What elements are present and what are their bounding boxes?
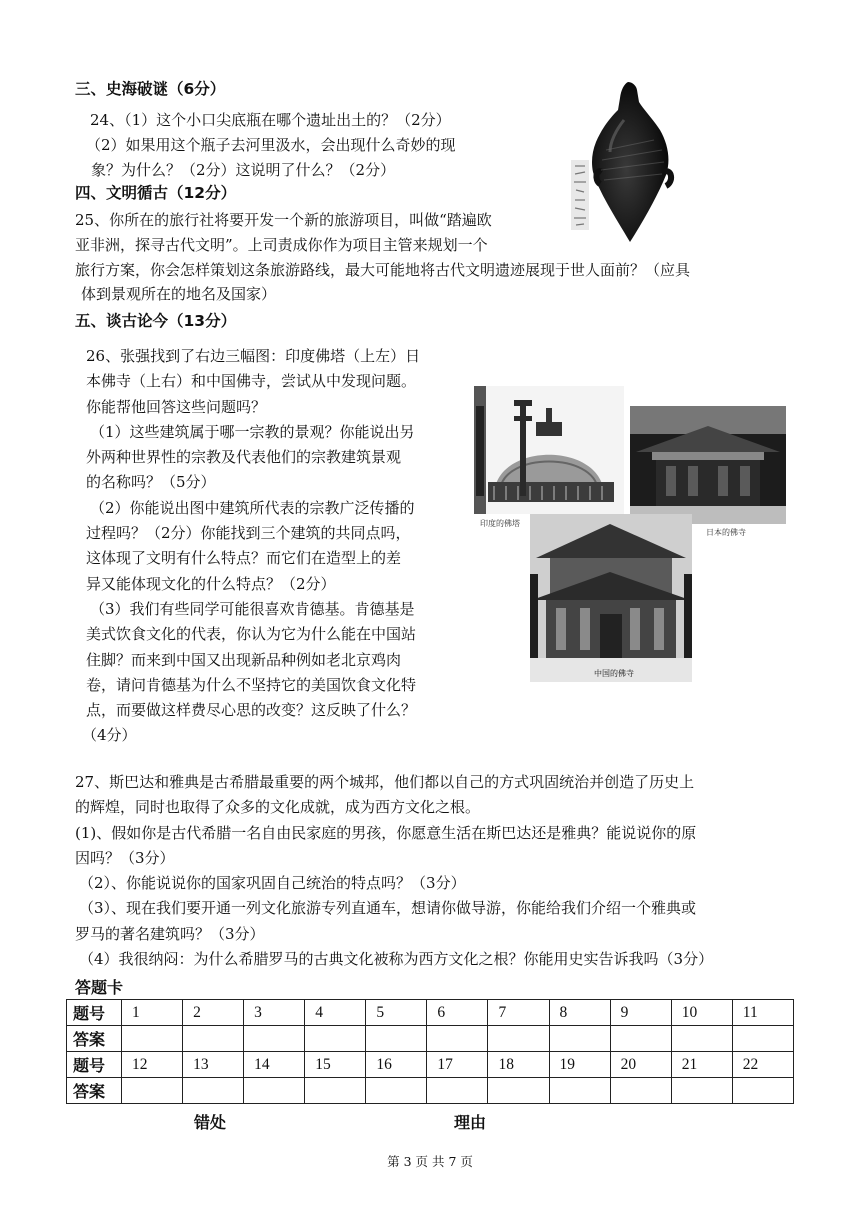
answer-cell[interactable] [488,1078,549,1104]
answer-card-title: 答题卡 [75,978,124,997]
question-number-cell: 20 [610,1052,671,1078]
question-number-cell: 3 [244,1000,305,1026]
question-number-cell: 22 [732,1052,793,1078]
question-number-cell: 21 [671,1052,732,1078]
table-row [67,1052,794,1078]
question-number-cell: 17 [427,1052,488,1078]
row-label-answer: 答案 [67,1078,122,1104]
question-number-cell: 5 [366,1000,427,1026]
answer-cell[interactable] [366,1078,427,1104]
q24-line-2: （2）如果用这个瓶子去河里汲水，会出现什么奇妙的现 [86,136,456,154]
question-number-cell: 2 [183,1000,244,1026]
answer-cell[interactable] [305,1078,366,1104]
answer-cell[interactable] [305,1026,366,1052]
q26-line: 你能帮他回答这些问题吗？ [86,397,267,416]
answer-card-table [66,999,794,1104]
answer-cell[interactable] [549,1078,610,1104]
q27-text-block [75,770,713,972]
question-number-cell: 1 [122,1000,183,1026]
answer-cell[interactable] [671,1078,732,1104]
question-number-cell: 14 [244,1052,305,1078]
section-3-title: 三、史海破谜（6分） [75,80,226,98]
q26-text-block [82,344,421,749]
section-4-title: 四、文明循古（12分） [75,184,237,202]
q27-line: 27、斯巴达和雅典是古希腊最重要的两个城邦，他们都以自己的方式巩固统治并创造了历史上 [75,773,695,791]
q26-line: 美式饮食文化的代表，你认为它为什么能在中国站 [86,625,417,644]
row-label-question-number: 题号 [67,1000,122,1026]
row-label-question-number: 题号 [67,1052,122,1078]
q26-line: （2）你能说出图中建筑所代表的宗教广泛传播的 [90,498,415,517]
table-row [67,1078,794,1104]
question-number-cell: 6 [427,1000,488,1026]
answer-cell[interactable] [244,1026,305,1052]
question-number-cell: 15 [305,1052,366,1078]
q26-line: 这体现了文明有什么特点？而它们在造型上的差 [86,549,402,568]
answer-cell[interactable] [122,1026,183,1052]
row-label-answer: 答案 [67,1026,122,1052]
q26-line: 住脚？而来到中国又出现新品种例如老北京鸡肉 [86,650,402,669]
answer-cell[interactable] [427,1026,488,1052]
answer-cell[interactable] [244,1078,305,1104]
q26-line: （1）这些建筑属于哪一宗教的景观？你能说出另 [90,422,415,441]
question-number-cell: 16 [366,1052,427,1078]
q27-line: （3）、现在我们要开通一列文化旅游专列直通车，想请你做导游，你能给我们介绍一个雅典或 [79,899,697,918]
q26-line: 26、张强找到了右边三幅图：印度佛塔（上左）日 [86,347,421,365]
q26-line: 过程吗？（2分）你能找到三个建筑的共同点吗， [86,524,411,543]
q26-line: 点，而要做这样费尽心思的改变？这反映了什么？ [86,701,417,720]
question-number-cell: 18 [488,1052,549,1078]
japan-temple-image [630,406,786,524]
q24-line-3: 象？为什么？（2分）这说明了什么？（2分） [91,161,396,179]
q24-line-1: 24、（1）这个小口尖底瓶在哪个遗址出土的？（2分） [90,111,451,129]
q27-line: (1)、假如你是古代希腊一名自由民家庭的男孩，你愿意生活在斯巴达还是雅典？能说说你的原 [75,823,697,842]
answer-cell[interactable] [610,1026,671,1052]
japan-temple-label: 日本的佛寺 [706,528,746,537]
q26-line: 的名称吗？（5分） [86,473,216,492]
q26-line: 异又能体现文化的什么特点？（2分） [86,574,336,593]
q26-line: （3）我们有些同学可能很喜欢肯德基。肯德基是 [90,599,415,618]
table-row [67,1000,794,1026]
china-temple-label: 中国的佛寺 [594,669,634,678]
q25-line-4: 体到景观所在的地名及国家） [81,285,277,303]
page-footer: 第 3 页 共 7 页 [387,1154,473,1169]
q27-line: 的辉煌，同时也取得了众多的文化成就，成为西方文化之根。 [75,798,481,817]
question-number-cell: 8 [549,1000,610,1026]
q25-line-3: 旅行方案，你会怎样策划这条旅游路线，最大可能地将古代文明遗迹展现于世人面前？（应具 [75,261,691,279]
answer-cell[interactable] [549,1026,610,1052]
q25-line-1: 25、你所在的旅行社将要开发一个新的旅游项目，叫做“踏遍欧 [75,211,492,229]
question-number-cell: 13 [183,1052,244,1078]
q27-line: （2）、你能说说你的国家巩固自己统治的特点吗？（3分） [79,874,466,893]
q26-line: 外两种世界性的宗教及代表他们的宗教建筑景观 [86,448,402,467]
answer-cell[interactable] [366,1026,427,1052]
q27-line: （4）我很纳闷：为什么希腊罗马的古典文化被称为西方文化之根？你能用史实告诉我吗（3分） [79,950,714,969]
buddhist-buildings-image [474,386,786,712]
answer-cell[interactable] [732,1078,793,1104]
table-row [67,1026,794,1052]
answer-cell[interactable] [488,1026,549,1052]
question-number-cell: 19 [549,1052,610,1078]
india-stupa-label: 印度的佛塔 [480,519,520,528]
question-number-cell: 7 [488,1000,549,1026]
answer-cell[interactable] [183,1026,244,1052]
q26-line: 卷，请问肯德基为什么不坚持它的美国饮食文化特 [86,675,417,694]
answer-cell[interactable] [122,1078,183,1104]
india-stupa-image [474,386,624,514]
question-number-cell: 9 [610,1000,671,1026]
q27-line: 罗马的著名建筑吗？（3分） [75,924,265,943]
question-number-cell: 4 [305,1000,366,1026]
section-5-title: 五、谈古论今（13分） [75,312,237,330]
question-number-cell: 12 [122,1052,183,1078]
q26-line: （4分） [82,726,137,745]
question-number-cell: 11 [732,1000,793,1026]
answer-cell[interactable] [610,1078,671,1104]
question-number-cell: 10 [671,1000,732,1026]
q25-line-2: 亚非洲，探寻古代文明”。上司责成你作为项目主管来规划一个 [75,236,488,254]
china-temple-image [530,514,692,682]
pointed-bottom-bottle-image [566,80,690,245]
reason-label: 理由 [454,1113,487,1132]
answer-cell[interactable] [183,1078,244,1104]
q27-line: 因吗？（3分） [75,848,175,867]
error-label: 错处 [194,1113,227,1132]
answer-cell[interactable] [732,1026,793,1052]
q26-line: 本佛寺（上右）和中国佛寺，尝试从中发现问题。 [86,372,417,391]
answer-cell[interactable] [671,1026,732,1052]
answer-cell[interactable] [427,1078,488,1104]
